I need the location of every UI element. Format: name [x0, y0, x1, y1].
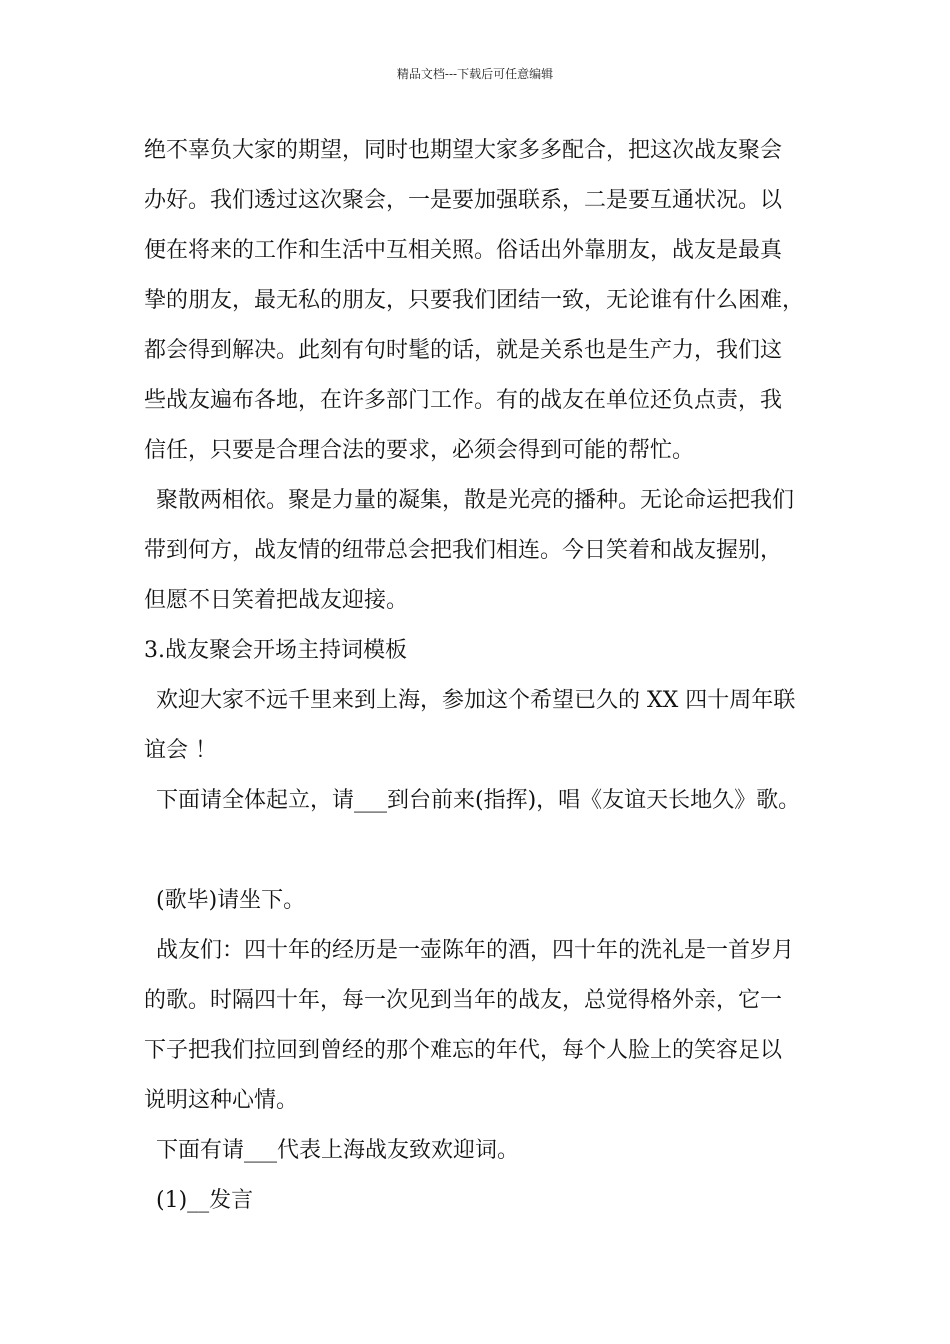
body-line: 绝不辜负大家的期望，同时也期望大家多多配合，把这次战友聚会 — [144, 138, 783, 163]
body-line: 谊会 ！ — [144, 738, 217, 763]
body-line: 的歌。时隔四十年，每一次见到当年的战友，总觉得格外亲，它一 — [144, 988, 783, 1013]
body-line: 办好。我们透过这次聚会，一是要加强联系，二是要互通状况。以 — [144, 188, 783, 213]
body-line: 带到何方，战友情的纽带总会把我们相连。今日笑着和战友握别， — [144, 538, 783, 563]
body-line: 便在将来的工作和生活中互相关照。俗话出外靠朋友，战友是最真 — [144, 238, 783, 263]
paragraph-start-line: (歌毕)请坐下。 — [156, 888, 306, 913]
paragraph-start-line: 下面有请___代表上海战友致欢迎词。 — [156, 1138, 520, 1163]
body-line: 下子把我们拉回到曾经的那个难忘的年代，每个人脸上的笑容足以 — [144, 1038, 783, 1063]
body-line: 信任，只要是合理合法的要求，必须会得到可能的帮忙。 — [144, 438, 695, 463]
paragraph-start-line: 下面请全体起立，请___到台前来(指挥)，唱《友谊天长地久》歌。 — [156, 788, 801, 813]
paragraph-start-line: 欢迎大家不远千里来到上海，参加这个希望已久的 XX 四十周年联 — [156, 688, 796, 713]
page-header: 精品文档---下载后可任意编辑 — [396, 67, 554, 81]
paragraph-start-line: 战友们：四十年的经历是一壶陈年的酒，四十年的洗礼是一首岁月 — [156, 938, 795, 963]
paragraph-start-line: (1)__发言 — [156, 1188, 254, 1213]
body-line: 说明这种心情。 — [144, 1088, 299, 1113]
body-line: 挚的朋友，最无私的朋友，只要我们团结一致，无论谁有什么困难， — [144, 288, 805, 313]
body-line: 些战友遍布各地，在许多部门工作。有的战友在单位还负点责，我 — [144, 388, 783, 413]
section-heading: 3.战友聚会开场主持词模板 — [144, 638, 407, 663]
body-line: 但愿不日笑着把战友迎接。 — [144, 588, 409, 613]
body-line: 都会得到解决。此刻有句时髦的话，就是关系也是生产力，我们这 — [144, 338, 783, 363]
paragraph-start-line: 聚散两相依。聚是力量的凝集，散是光亮的播种。无论命运把我们 — [156, 488, 795, 513]
